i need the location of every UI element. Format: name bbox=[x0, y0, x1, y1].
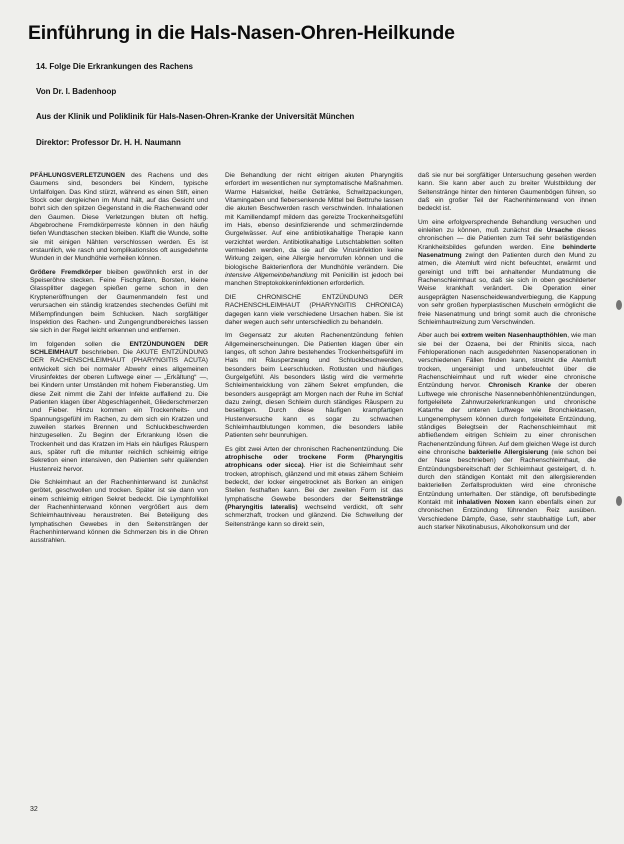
text-run: Im folgenden sollen die bbox=[30, 340, 130, 348]
bold-run: PFÄHLUNGSVERLETZUNGEN bbox=[30, 172, 125, 179]
italic-run: intensive Allgemeinbehandlung bbox=[225, 272, 318, 280]
bold-run: atrophische oder trockene Form (Pharyngitis atrophicans oder sicca) bbox=[225, 454, 403, 470]
bold-run: Ursache bbox=[546, 227, 573, 235]
text-run: Um eine erfolgversprechende Behandlung versuchen und einleiten zu können, muß zunächst die bbox=[418, 218, 596, 235]
series-line: 14. Folge Die Erkrankungen des Rachens bbox=[36, 62, 193, 71]
paragraph bbox=[30, 172, 208, 264]
bold-run: ENTZÜNDUNGEN DER SCHLEIMHAUT bbox=[30, 340, 208, 356]
bold-run: behinderte Nasenatmung bbox=[418, 243, 596, 260]
text-column-1 bbox=[30, 172, 208, 551]
bold-run: inhalativen Noxen bbox=[456, 499, 515, 507]
text-run: Es gibt zwei Arten der chronischen Rachenentzündung. Die bbox=[225, 445, 403, 453]
text-run: Im Gegensatz zur akuten Rachenentzündung fehlen Allgemeinerscheinungen. Die Patienten klagen über ein langes, oft schon Jahre bestehendes Trockenheitsgefühl im Hals mit Räusperzwang und Schluckbeschwerden, besonders beim Leerschlucken. Rotlusten und häufiges Gurgelgefühl. Als besonders lästig wird die vermehrte Schleimentwicklung von zähem Sekret empfunden, die besonders ausgeprägt am Morgen nach der Ruhe im Schlaf dazu zwingt, diesen Schleim durch ständiges Räuspern zu beseitigen. Durch diese häufigen krampfartigen Hustenversuche kann es sogar zu schwachen Schleimhautblutungen kommen, die besonders labile Patienten sehr beunruhigen. bbox=[225, 332, 403, 440]
author-line: Von Dr. I. Badenhoop bbox=[36, 87, 117, 96]
scan-punch-mark bbox=[616, 300, 622, 310]
paragraph bbox=[225, 332, 403, 440]
text-run: des Rachens und des Gaumens sind, besonders bei Kindern, typische Unfallfolgen. Das Kind stürzt, während es einen Stift, einen Stock oder dergleichen im Mund hält, auf das Gesicht und bohrt sich den spitzen Gegenstand in die Rachenwand oder den Gaumen. Diese Verletzungen bluten oft heftig. Abgebrochene Fremdkörperreste können in den häufig tiefen Wundtaschen stecken bleiben. Klafft die Wunde, sollte sie mit einigen Nähten verschlossen werden. Es ist erstaunlich, wie rasch und komplikationslos oft ausgedehnte Wunden in der Mundhöhle verheilen können. bbox=[30, 172, 208, 263]
text-run: , wie man sie bei der Ozaena, bei der Rhinitis sicca, nach Fehloperationen nach ausgedehnten Nasenoperationen in verschiedenen Fällen finden kann, streicht die Atemluft trocken, ungereinigt und unbefeuchtet über die Rachenschleimhaut und ruft wieder eine chronische Entzündung hervor. bbox=[418, 332, 597, 390]
bold-run: Größere Fremdkörper bbox=[30, 268, 102, 276]
text-run: mit Penicillin ist jedoch bei manchen Streptokokkeninfektionen erforderlich. bbox=[225, 272, 403, 288]
text-run: dieses chronischen — die Patienten zum Teil sehr belästigenden Krankheitsbildes gefunden werden. Eine bbox=[418, 227, 596, 251]
text-run: Die Behandlung der nicht eitrigen akuten Pharyngitis erfordert im wesentlichen nur symptomatische Maßnahmen. Warme Halswickel, heiße Getränke, Schwitzpackungen, Vitamingaben und fiebersenkende Mittel bei Bettruhe lassen die akuten Beschwerden rasch verschwinden. Inhalationen mit Kamillendampf mildern das gereizte Trockenheitsgefühl im Hals, ebenso desinfizierende und schmerzlindernde Gurgelwässer. Auf eine antibiotikahaltige Therapie kann verzichtet werden. Antibiotikahaltige Lutschtabletten sollten vermieden werden, da sie auf die Virusinfektion keine Wirkung zeigen, eine Allergie hervorrufen können und die biologische Bakterienflora der Mundhöhle verändern. Die bbox=[225, 172, 403, 271]
paragraph bbox=[225, 446, 403, 529]
paragraph bbox=[418, 332, 596, 532]
text-run: . Hier ist die Schleimhaut sehr trocken, atrophisch, glänzend und mit etwas zähem Schleim bedeckt, der locker eingetrocknet als Borken an einigen Stellen festhaften kann. Bei der zweiten Form ist das lymphatische Gewebe besonders der bbox=[225, 462, 403, 503]
scan-punch-mark bbox=[616, 496, 622, 506]
text-run: der oberen Luftwege wie chronische Nasennebenhöhlenentzündungen, fortgeleitete Zahnwurzelerkrankungen und chronische Katarrhe der unteren Luftwege wie Bronchiektasen, Lungenemphysem können durch fortgeleitete Entzündung, ständiges Belegtsein der Rachenschleimhaut mit abfließendem eitrigen Schleim zu einer chronischen Rachenentzündung führen. Auf dem gleichen Wege ist durch eine chronische bbox=[418, 382, 596, 456]
paragraph bbox=[30, 341, 208, 475]
paragraph bbox=[418, 219, 596, 327]
director-line: Direktor: Professor Dr. H. H. Naumann bbox=[36, 138, 181, 147]
paragraph bbox=[30, 479, 208, 546]
bold-run: Chronisch Kranke bbox=[488, 382, 551, 390]
paragraph bbox=[225, 294, 403, 327]
bold-run: Seitenstränge (Pharyngitis lateralis) bbox=[225, 495, 403, 512]
text-run: dagegen kann viele verschiedene Ursachen haben. Sie ist daher wegen auch sehr unterschiedlich zu behandeln. bbox=[225, 310, 403, 326]
text-run: bleiben gewöhnlich erst in der Speiseröhre stecken. Feine Fischgräten, Borsten, kleine Glassplitter dagegen spießen gerne schon in den Krypteneröffnungen der Gaumenmandeln fest und verursachen ein ständig kratzendes stechendes Gefühl mit Mißempfindungen beim Schlucken. Nach sorgfältiger Inspektion des Rachen- und Zungengrundbereiches lassen sie sich in der Regel leicht erkennen und entfernen. bbox=[30, 268, 209, 335]
text-run: Die Schleimhaut an der Rachenhinterwand ist zunächst gerötet, geschwollen und trocken. Später ist sie dann von einem schleimig eitrigen Sekret bedeckt. Die Lymphfollikel der Rachenhinterwand können vergrößert aus dem Schleimhautniveau heraustreten. Bei Beteiligung des lymphatischen Gewebes in den Seitensträngen der Rachenhinterwand können die Schmerzen bis in die Ohren ausstrahlen. bbox=[30, 479, 208, 545]
page-number: 32 bbox=[30, 806, 38, 813]
text-run: zwingt den Patienten durch den Mund zu atmen, die Atemluft wird nicht befeuchtet, erwärmt und gereinigt und trifft bei anhaltender Mundatmung die Rachenschleimhaut so, daß sie sich in oben geschilderter Weise krankhaft verändert. Die Operation einer ausgeprägten Nasenscheidewandverbiegung, die Kappung von sehr großen hyperplastischen Muscheln ermöglicht die freie Nasenatmung und bringt somit auch die chronische Schleimhautreizung zum Verschwinden. bbox=[418, 252, 596, 326]
paragraph bbox=[225, 172, 403, 289]
text-run: daß sie nur bei sorgfältiger Untersuchung gesehen werden kann. Sie kann aber auch zu breiter Wulstbildung der Seitenstränge hinter den hinteren Gaumenbögen führen, so daß ein großer Teil der Rachenhinterwand von ihnen bedeckt ist. bbox=[418, 172, 596, 213]
bold-run: bakterielle Allergisierung bbox=[468, 449, 549, 456]
text-column-3 bbox=[418, 172, 596, 537]
text-run: beschrieben. Die AKUTE ENTZÜNDUNG DER RACHENSCHLEIMHAUT (PHARYNGITIS ACUTA) entwickelt sich bei normaler Abwehr eines allgemeinen Virusinfektes der oberen Luftwege einer — „Erkältung“ —, bei Kindern unter Umständen mit hohem Fieberanstieg. Um diese Zeit nimmt die Zahl der Infekte auffallend zu. Die Patienten klagen über Abgeschlagenheit, Gliederschmerzen und Fieber. Hinzu kommen ein Trockenheits- und Spannungsgefühl im Rachen, zu dem sich ein Kratzen und zuweilen starkes Brennen und Schluckbeschwerden hinzugesellen. Zu Beginn der Erkrankung lösen die Trockenheit und das Kratzen im Hals ein häufiges Räuspern aus, später ruft die mitunter reichlich schleimig eitrige Sekretion einen intensiven, den Patienten sehr quälenden Hustenreiz hervor. bbox=[30, 348, 208, 473]
text-column-2 bbox=[225, 172, 403, 534]
text-run: kann ebenfalls einen zur chronischen Entzündung führenden Reiz ausüben. Verschiedene Dämpfe, Gase, sehr staubhaltige Luft, aber auch starker Nikotinabusus, Alkoholkonsum und der bbox=[418, 499, 596, 532]
clinic-line: Aus der Klinik und Poliklinik für Hals-Nasen-Ohren-Kranke der Universität München bbox=[36, 112, 355, 121]
bold-run: extrem weiten Nasenhaupthöhlen bbox=[461, 332, 568, 340]
bold-run: DIE CHRONISCHE ENTZÜNDUNG DER RACHENSCHLEIMHAUT (PHARYNGITIS CHRONICA) bbox=[225, 293, 403, 310]
paragraph bbox=[418, 172, 596, 214]
text-run: wechselnd verdickt, oft sehr schmerzhaft, trocken und glänzend. Die Schwellung der Seitenstränge kann so direkt sein, bbox=[225, 504, 403, 528]
paragraph bbox=[30, 269, 208, 336]
text-run: (wie schon bei der Nase beschrieben) der Rachenschleimhaut, die Entzündungsbereitschaft der Schleimhaut gesteigert, d. h. durch den ständigen Kontakt mit den allergisierenden bakteriellen Zerfallsprodukten wird eine chronische Entzündung unterhalten. Der ständige, oft berufsbedingte Kontakt mit bbox=[418, 449, 596, 507]
article-title: Einführung in die Hals-Nasen-Ohren-Heilkunde bbox=[28, 22, 455, 44]
text-run: Aber auch bei bbox=[418, 332, 462, 340]
